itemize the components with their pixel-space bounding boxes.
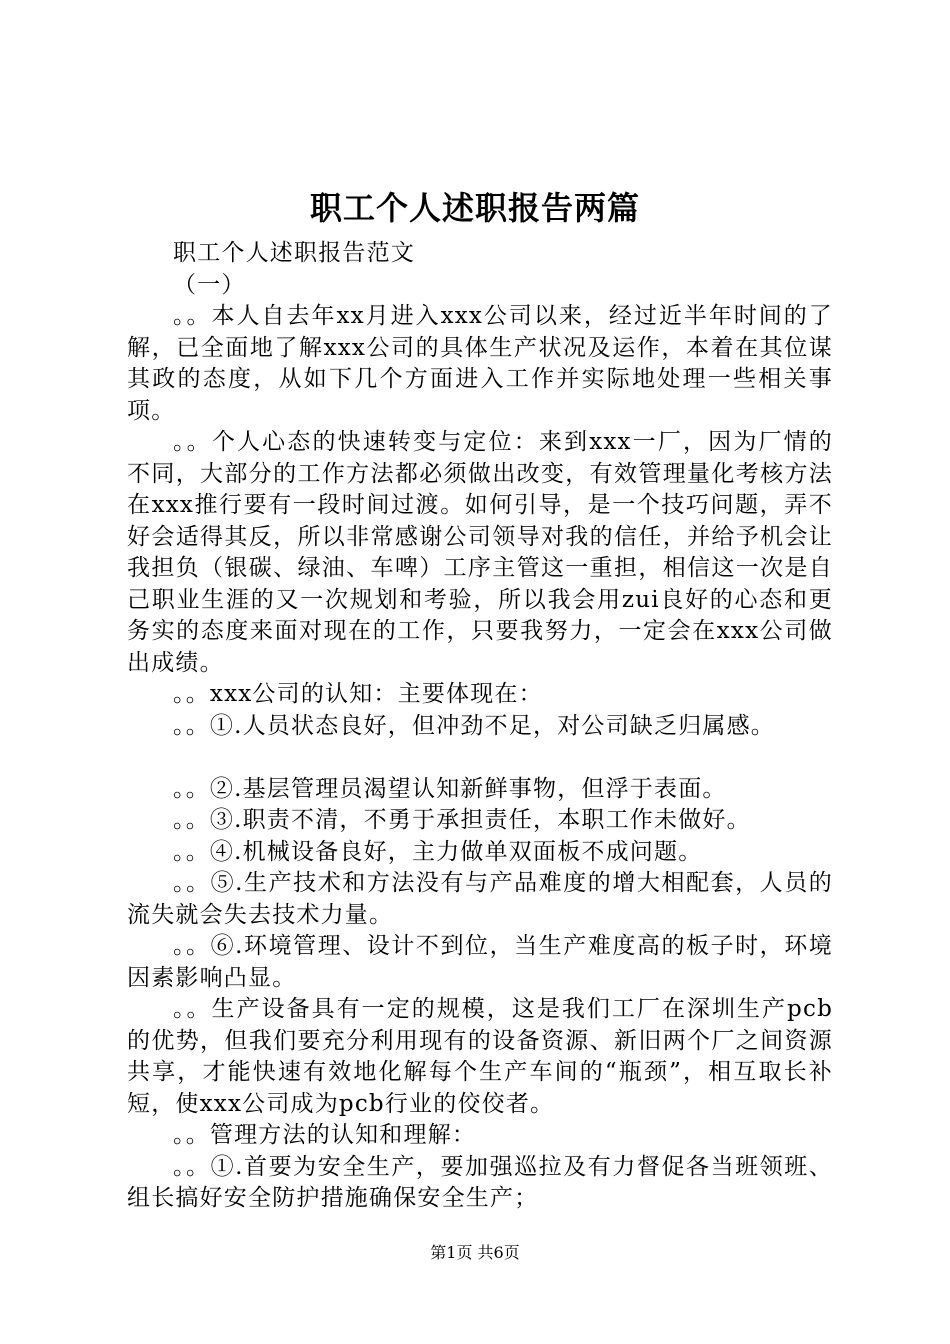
body-paragraph: 。。生产设备具有一定的规模，这是我们工厂在深圳生产pcb的优势，但我们要充分利用现有的设备资源、新旧两个厂之间资源共享，才能快速有效地化解每个生产车间的“瓶颈”，相互取长补短，使xxx公司成为pcb行业的佼佼者。 <box>127 996 833 1117</box>
list-item-paragraph: 。。②.基层管理员渴望认知新鲜事物，但浮于表面。 <box>173 775 727 802</box>
list-item-paragraph: 。。⑤.生产技术和方法没有与产品难度的增大相配套，人员的流失就会失去技术力量。 <box>127 870 833 928</box>
body-paragraph: 。。个人心态的快速转变与定位：来到xxx一厂，因为厂情的不同，大部分的工作方法都必须做出改变，有效管理量化考核方法在xxx推行要有一段时间过渡。如何引导，是一个技巧问题，弄不好会适得其反，所以非常感谢公司领导对我的信任，并给予机会让我担负（银碳、绿油、车啤）工序主管这一重担，相信这一次是自己职业生涯的又一次规划和考验，所以我会用zui良好的心态和更务实的态度来面对现在的工作，只要我努力，一定会在xxx公司做出成绩。 <box>127 429 833 676</box>
list-item-paragraph: 。。④.机械设备良好，主力做单双面板不成问题。 <box>173 838 703 865</box>
list-item-paragraph: 。。①.首要为安全生产，要加强巡拉及有力督促各当班领班、组长搞好安全防护措施确保安全生产； <box>127 1153 833 1211</box>
list-item-paragraph: 。。③.职责不清，不勇于承担责任，本职工作未做好。 <box>173 807 751 833</box>
list-item-paragraph: 。。①.人员状态良好，但冲劲不足，对公司缺乏归属感。 <box>173 712 776 739</box>
section-number-paragraph: （一） <box>173 271 246 298</box>
subtitle-paragraph: 职工个人述职报告范文 <box>173 240 415 266</box>
page-footer: 第1页 共6页 <box>430 1243 520 1262</box>
body-paragraph: 。。管理方法的认知和理解： <box>173 1122 477 1148</box>
document-body <box>127 238 833 1215</box>
list-item-paragraph: 。。⑥.环境管理、设计不到位，当生产难度高的板子时，环境因素影响凸显。 <box>127 933 833 991</box>
body-paragraph: 。。xxx公司的认知：主要体现在： <box>173 681 543 707</box>
body-paragraph: 。。本人自去年xx月进入xxx公司以来，经过近半年时间的了解，已全面地了解xxx公司的具体生产状况及运作，本着在其位谋其政的态度，从如下几个方面进入工作并实际地处理一些相关事项。 <box>127 303 833 424</box>
document-title: 职工个人述职报告两篇 <box>309 189 640 227</box>
